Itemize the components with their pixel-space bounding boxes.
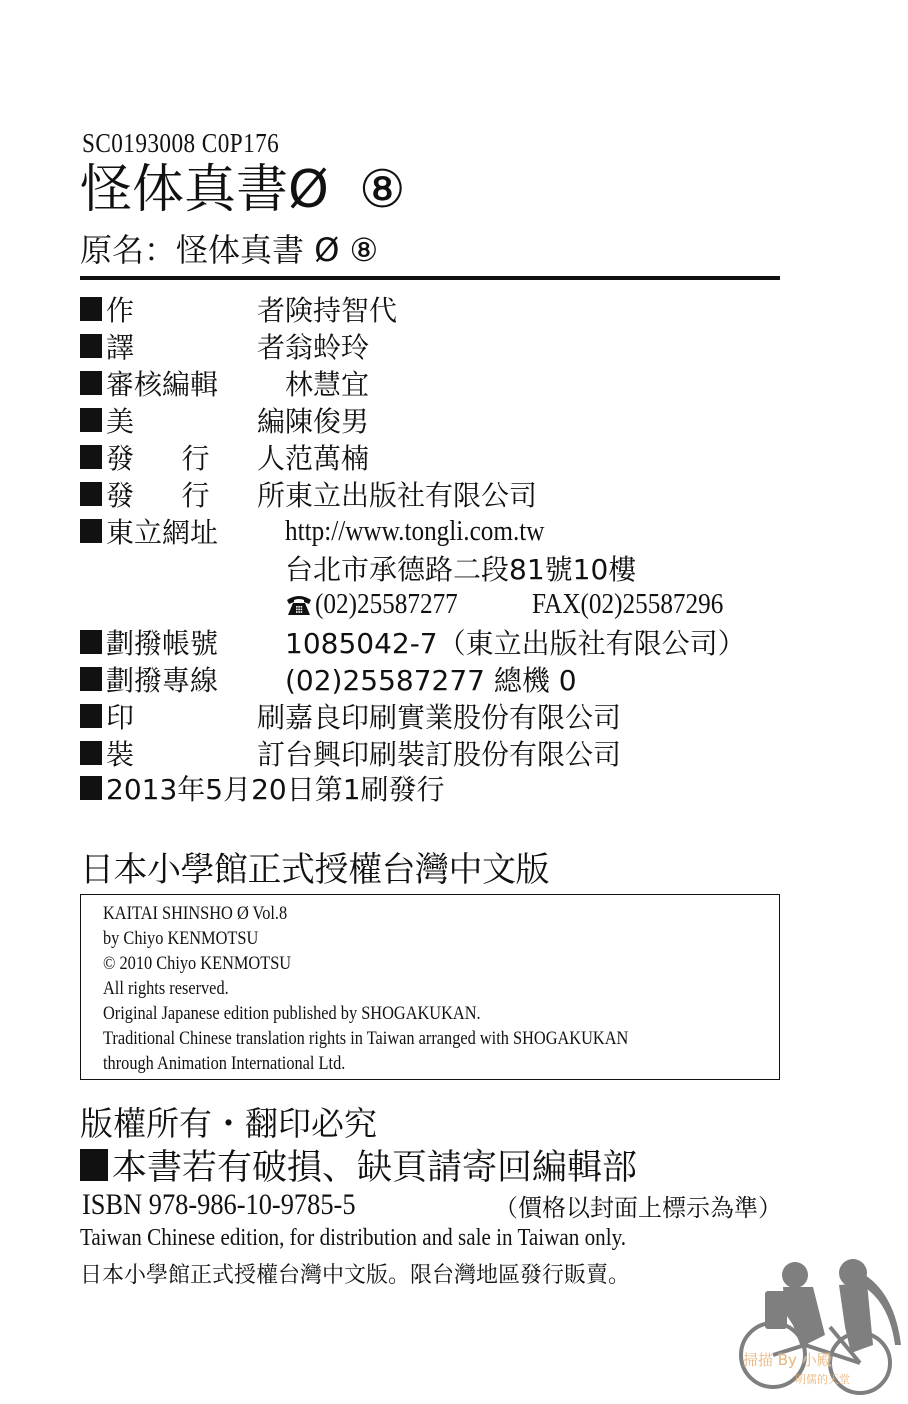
credit-value: 翁蛉玲 xyxy=(285,330,370,364)
label-char: 發 xyxy=(106,441,135,475)
copyright-line: through Animation International Ltd. xyxy=(103,1053,346,1074)
label-char: 所 xyxy=(256,478,285,512)
bullet-square-icon xyxy=(80,776,102,800)
label-text: 審核編輯 xyxy=(106,367,219,401)
copyright-box xyxy=(80,894,780,1080)
credit-value: 1085042-7（東立出版社有限公司） xyxy=(285,626,746,660)
original-name xyxy=(80,230,378,270)
watermark-text: 掃描 By 小殿 xyxy=(743,1351,832,1369)
credit-row-hotline xyxy=(80,660,800,697)
bullet-square-icon xyxy=(80,667,102,691)
bullet-square-icon xyxy=(80,482,102,506)
title-text: 怪体真書Ø xyxy=(80,160,329,220)
label-char: 刷 xyxy=(256,700,285,734)
copyright-line: KAITAI SHINSHO Ø Vol.8 xyxy=(103,903,288,924)
credit-row-publisher xyxy=(80,475,800,512)
damage-notice-text: 本書若有破損、缺頁請寄回編輯部 xyxy=(112,1148,638,1188)
credit-row-account xyxy=(80,623,800,660)
copyright-line: Original Japanese edition published by SHOGAKUKAN. xyxy=(103,1003,481,1024)
catalog-code: SC0193008 C0P176 xyxy=(82,128,280,158)
label-char: 美 xyxy=(106,404,135,438)
credit-value: 険持智代 xyxy=(285,293,398,327)
header-divider xyxy=(80,276,780,280)
phone-row xyxy=(80,586,800,623)
distribution-chinese: 日本小學館正式授權台灣中文版。限台灣地區發行販賣。 xyxy=(80,1263,631,1288)
credit-value: 陳俊男 xyxy=(285,404,370,438)
credit-value: 嘉良印刷實業股份有限公司 xyxy=(285,700,622,734)
copyright-line: by Chiyo KENMOTSU xyxy=(103,928,259,949)
credits-list xyxy=(80,290,800,771)
address: 台北市承德路二段81號10樓 xyxy=(285,552,637,586)
copyright-line: © 2010 Chiyo KENMOTSU xyxy=(103,953,292,974)
credit-row-publisher-person xyxy=(80,438,800,475)
authorization-heading: 日本小學館正式授權台灣中文版 xyxy=(80,850,549,890)
fax-number: FAX(02)25587296 xyxy=(531,588,723,620)
credit-row-printer xyxy=(80,697,800,734)
label-char: 作 xyxy=(106,293,135,327)
label-char: 裝 xyxy=(106,737,135,771)
bullet-square-icon xyxy=(80,1149,108,1181)
copyright-line: All rights reserved. xyxy=(103,978,229,999)
label-char: 人 xyxy=(256,441,285,475)
original-name-label: 原名： xyxy=(80,231,177,269)
credit-row-editor xyxy=(80,364,800,401)
label-char: 者 xyxy=(256,330,285,364)
website-link[interactable]: http://www.tongli.com.tw xyxy=(285,515,545,547)
label-char: 訂 xyxy=(256,737,285,771)
credit-value: 東立出版社有限公司 xyxy=(285,478,538,512)
price-note: （價格以封面上標示為準） xyxy=(494,1194,782,1222)
credit-value: 台興印刷裝訂股份有限公司 xyxy=(285,737,622,771)
credit-row-website xyxy=(80,512,800,549)
watermark-subtext: 明儒的天堂 xyxy=(795,1373,850,1386)
credit-row-translator xyxy=(80,327,800,364)
bullet-square-icon xyxy=(80,630,102,654)
label-char: 行 xyxy=(181,478,210,512)
book-title xyxy=(80,160,406,220)
isbn-row xyxy=(82,1188,782,1223)
distribution-english: Taiwan Chinese edition, for distribution and sale in Taiwan only. xyxy=(80,1225,627,1251)
bullet-square-icon xyxy=(80,741,102,765)
label-char: 譯 xyxy=(106,330,135,364)
credit-row-binder xyxy=(80,734,800,771)
credit-value: 范萬楠 xyxy=(285,441,370,475)
volume-mark: ⑧ xyxy=(358,160,406,220)
bullet-square-icon xyxy=(80,408,102,432)
copyright-line: Traditional Chinese translation rights in Taiwan arranged with SHOGAKUKAN xyxy=(103,1028,629,1049)
scanner-watermark xyxy=(735,1235,908,1400)
phone-number: (02)25587277 xyxy=(315,588,458,620)
credit-value: 林慧宜 xyxy=(285,367,370,401)
bullet-square-icon xyxy=(80,297,102,321)
print-date xyxy=(80,768,445,808)
label-char: 者 xyxy=(256,293,285,327)
print-date-text: 2013年5月20日第1刷發行 xyxy=(106,773,445,806)
credit-row-art-editor xyxy=(80,401,800,438)
label-text: 劃撥帳號 xyxy=(106,626,219,660)
label-text: 東立網址 xyxy=(106,515,219,549)
credit-row-author xyxy=(80,290,800,327)
label-char: 行 xyxy=(181,441,210,475)
bullet-square-icon xyxy=(80,519,102,543)
rights-notice: 版權所有・翻印必究 xyxy=(80,1104,377,1143)
bullet-square-icon xyxy=(80,704,102,728)
label-char: 編 xyxy=(256,404,285,438)
label-char: 發 xyxy=(106,478,135,512)
damage-notice xyxy=(80,1140,637,1190)
isbn: ISBN 978-986-10-9785-5 xyxy=(82,1188,356,1221)
label-char: 印 xyxy=(106,700,135,734)
telephone-icon xyxy=(285,593,313,617)
bullet-square-icon xyxy=(80,371,102,395)
address-row xyxy=(80,549,800,586)
credit-value: (02)25587277 總機 0 xyxy=(285,663,577,697)
bullet-square-icon xyxy=(80,334,102,358)
original-name-value: 怪体真書 Ø ⑧ xyxy=(176,231,379,269)
bullet-square-icon xyxy=(80,445,102,469)
label-text: 劃撥專線 xyxy=(106,663,219,697)
